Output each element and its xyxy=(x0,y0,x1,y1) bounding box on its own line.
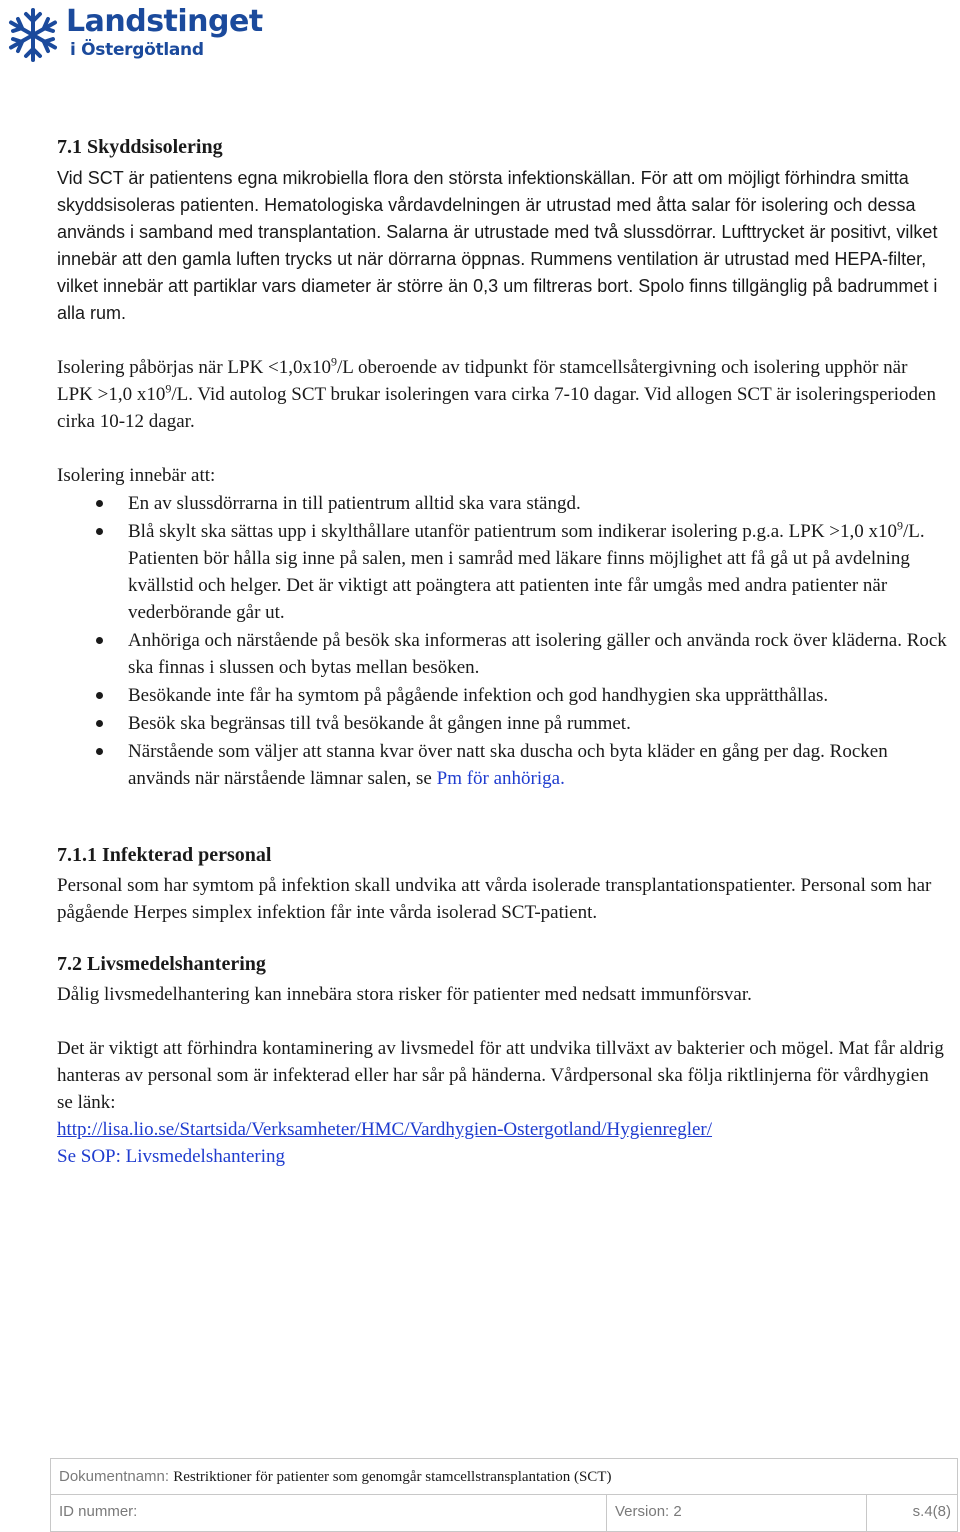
bullet-icon xyxy=(96,637,103,644)
footer-doc-name-row xyxy=(51,1459,957,1495)
bullet-icon xyxy=(96,692,103,699)
list-item: Blå skylt ska sättas upp i skylthållare utanför patientrum som indikerar isolering p.g.a. LPK >1,0 $x10^9/L$. Patienten bör hålla sig inne på salen, men i samråd med läkare finns möjlighet att få gå ut på avdelning kvällstid och helger. Det är viktigt att poängtera att patienten inte får umgås med andra patienter när vederbörande går ut. xyxy=(57,518,947,626)
landstinget-logo xyxy=(4,4,294,74)
list-item: Besök ska begränsas till två besökande åt gången inne på rummet. xyxy=(57,710,947,737)
paragraph-isolering-innebar: Isolering innebär att: xyxy=(57,465,216,486)
footer-meta-row xyxy=(51,1495,957,1531)
paragraph-isolering-start: Isolering påbörjas när LPK $<1,0x10^9/L$ oberoende av tidpunkt för stamcellsåtergivning och isolering upphör när LPK >1,0 $x10^9/L$. Vid autolog SCT brukar isoleringen vara cirka 7-10 dagar. Vid allogen SCT är isoleringsperioden cirka 10-12 dagar. xyxy=(57,354,936,432)
page-number: s.4(8) xyxy=(912,1503,951,1520)
list-item: Besökande inte får ha symtom på pågående infektion och god handhygien ska upprätthållas. xyxy=(57,682,947,709)
version-cell xyxy=(607,1495,867,1531)
version-label: Version: xyxy=(615,1503,670,1520)
bullet-icon xyxy=(96,748,103,755)
logo-sub: i Östergötland xyxy=(70,40,204,60)
heading-livsmedelshantering: 7.2 Livsmedelshantering xyxy=(57,953,266,975)
paragraph-livsmedel-kontaminering: Det är viktigt att förhindra kontaminering av livsmedel för att undvika tillväxt av bakterier och mögel. Mat får aldrig hanteras av personal som är infekterad eller har sår på händerna. Vårdpersonal ska följa riktlinjerna för vårdhygien se länk: xyxy=(57,1038,944,1113)
list-item: Närstående som väljer att stanna kvar över natt ska duscha och byta kläder en gång per dag. Rocken används när närstående lämnar salen, se Pm för anhöriga. xyxy=(57,738,947,792)
bullet-icon xyxy=(96,500,103,507)
document-body xyxy=(57,132,947,1170)
paragraph-infekterad-personal: Personal som har symtom på infektion skall undvika att vårda isolerade transplantationspatienter. Personal som har pågående Herpes simplex infektion får inte vårda isolerad SCT-patient. xyxy=(57,875,932,923)
hygiene-url-link[interactable]: http://lisa.lio.se/Startsida/Verksamheter/HMC/Vardhygien-Ostergotland/Hygienregler/ xyxy=(57,1119,713,1140)
paragraph-skyddsisolering: Vid SCT är patientens egna mikrobiella flora den största infektionskällan. För att om möjligt förhindra smitta skyddsisoleras patienten. Hematologiska vårdavdelningen är utrustad med åtta salar för isolering och dessa används i samband med transplantation. Salarna är utrustade med två slussdörrar. Lufttrycket är positivt, vilket innebär att den gamla luften trycks ut när dörrarna öppnas. Rummens ventilation är utrustad med HEPA-filter, vilket innebär att partiklar vars diameter är större än 0,3 um filtreras bort. Spolo finns tillgänglig på badrummet i alla rum. xyxy=(57,168,938,323)
heading-skyddsisolering: 7.1 Skyddsisolering xyxy=(57,136,223,158)
paragraph-livsmedel-risk: Dålig livsmedelhantering kan innebära stora risker för patienter med nedsatt immunförsvar. xyxy=(57,984,752,1005)
page-number-cell xyxy=(867,1495,957,1531)
list-item: En av slussdörrarna in till patientrum alltid ska vara stängd. xyxy=(57,490,947,517)
id-number-cell xyxy=(51,1495,607,1531)
bullet-icon xyxy=(96,528,103,535)
sop-link[interactable]: Se SOP: Livsmedelshantering xyxy=(57,1146,285,1167)
version-value: 2 xyxy=(673,1503,682,1520)
bullet-icon xyxy=(96,720,103,727)
logo-name: Landstinget xyxy=(66,4,263,39)
isolation-rules-list xyxy=(57,490,947,792)
snowflake-logo-icon xyxy=(4,6,62,64)
doc-name-label: Dokumentnamn: xyxy=(59,1468,170,1485)
pm-for-anhoriga-link[interactable]: Pm för anhöriga. xyxy=(436,768,565,789)
heading-infekterad-personal: 7.1.1 Infekterad personal xyxy=(57,844,272,866)
list-item: Anhöriga och närstående på besök ska informeras att isolering gäller och använda rock över kläderna. Rock ska finnas i slussen och bytas mellan besöken. xyxy=(57,627,947,681)
document-footer xyxy=(50,1458,958,1532)
doc-name-value: Restriktioner för patienter som genomgår stamcellstransplantation (SCT) xyxy=(173,1469,612,1485)
id-number-label: ID nummer: xyxy=(59,1503,138,1520)
